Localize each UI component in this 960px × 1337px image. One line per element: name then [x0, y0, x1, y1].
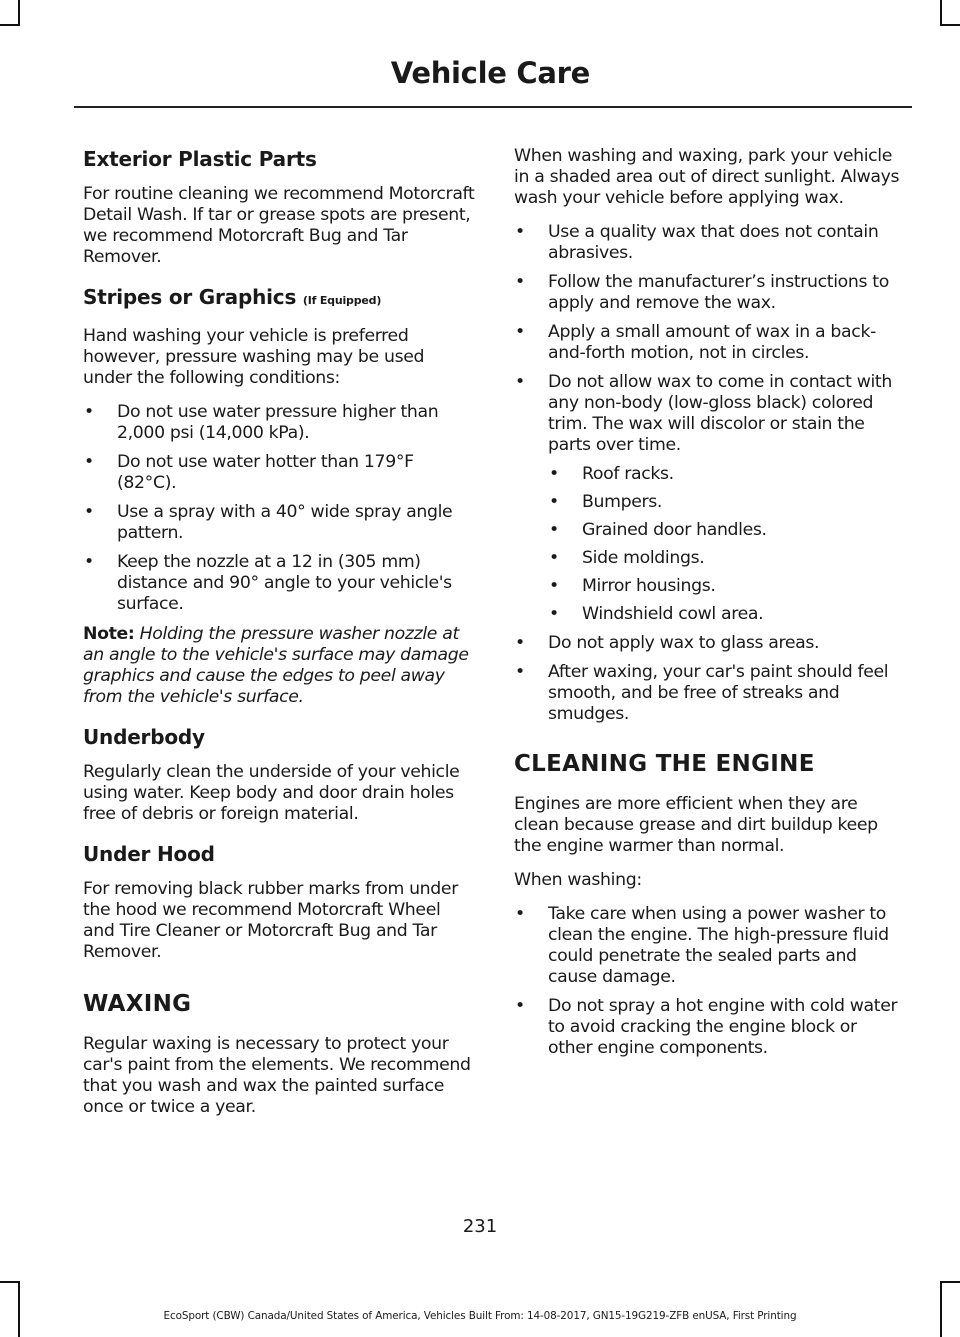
trim-list	[548, 464, 906, 625]
crop-mark-top-right-h	[940, 24, 960, 26]
list-item: • Roof racks.	[548, 464, 906, 485]
stripes-note	[83, 624, 475, 708]
underbody-heading: Underbody	[83, 725, 205, 749]
header-divider	[74, 106, 912, 108]
crop-mark-top-left-v	[18, 0, 20, 26]
crop-mark-top-left-h	[0, 24, 20, 26]
exterior-plastic-section	[83, 146, 475, 268]
cleaning-engine-section	[514, 749, 906, 1059]
crop-mark-bottom-left-h	[0, 1281, 20, 1283]
waxing-body: Regular waxing is necessary to protect your car's paint from the elements. We recommend that you wash and wax the painted surface once or twice a year.	[83, 1034, 471, 1117]
exterior-plastic-body: For routine cleaning we recommend Motorcraft Detail Wash. If tar or grease spots are present, we recommend Motorcraft Bug and Tar Remover.	[83, 184, 475, 267]
list-item: • Mirror housings.	[548, 576, 906, 597]
pressure-wash-list	[83, 402, 475, 615]
left-column	[83, 146, 475, 1131]
list-item: • Take care when using a power washer to clean the engine. The high-pressure fluid could penetrate the sealed parts and cause damage.	[514, 904, 906, 988]
stripes-intro: Hand washing your vehicle is preferred however, pressure washing may be used under the following conditions:	[83, 326, 425, 388]
underhood-section	[83, 841, 475, 963]
list-item: • Side moldings.	[548, 548, 906, 569]
list-item: • Keep the nozzle at a 12 in (305 mm) distance and 90° angle to your vehicle's surface.	[83, 552, 475, 615]
underbody-body: Regularly clean the underside of your vehicle using water. Keep body and door drain holes free of debris or foreign material.	[83, 762, 460, 824]
stripes-graphics-title: Stripes or Graphics	[83, 285, 297, 309]
list-item: • Do not use water hotter than 179°F (82°C).	[83, 452, 475, 494]
note-label: Note:	[83, 624, 135, 644]
cleaning-engine-heading: CLEANING THE ENGINE	[514, 751, 815, 777]
engine-wash-list	[514, 904, 906, 1059]
list-item: • After waxing, your car's paint should feel smooth, and be free of streaks and smudges.	[514, 662, 906, 725]
cleaning-engine-body: Engines are more efficient when they are clean because grease and dirt buildup keep the engine warmer than normal.	[514, 794, 878, 856]
waxing-heading: WAXING	[83, 991, 192, 1017]
page-title: Vehicle Care	[390, 56, 590, 90]
underbody-section	[83, 724, 475, 825]
wax-list	[514, 222, 906, 725]
list-item: • Do not apply wax to glass areas.	[514, 633, 906, 654]
stripes-graphics-heading	[83, 284, 475, 314]
when-washing-label: When washing:	[514, 870, 642, 890]
list-item: • Do not spray a hot engine with cold water to avoid cracking the engine block or other engine components.	[514, 996, 906, 1059]
page-number: 231	[462, 1216, 498, 1237]
note-text: Holding the pressure washer nozzle at an angle to the vehicle's surface may damage graphics and cause the edges to peel away from the vehicle's surface.	[83, 624, 469, 707]
list-item: • Grained door handles.	[548, 520, 906, 541]
underhood-heading: Under Hood	[83, 842, 215, 866]
exterior-plastic-heading: Exterior Plastic Parts	[83, 147, 317, 171]
waxing-intro: When washing and waxing, park your vehicle in a shaded area out of direct sunlight. Always wash your vehicle before applying wax.	[514, 146, 900, 208]
list-item: • Bumpers.	[548, 492, 906, 513]
list-item-text: Do not allow wax to come in contact with any non-body (low-gloss black) colored trim. The wax will discolor or stain the parts over time.	[548, 372, 892, 455]
footer-text: EcoSport (CBW) Canada/United States of America, Vehicles Built From: 14-08-2017, GN15-19G219-ZFB enUSA, First Printing	[163, 1310, 797, 1322]
list-item: • Apply a small amount of wax in a back-and-forth motion, not in circles.	[514, 322, 906, 364]
underhood-body: For removing black rubber marks from under the hood we recommend Motorcraft Wheel and Tire Cleaner or Motorcraft Bug and Tar Remover.	[83, 879, 458, 962]
crop-mark-top-right-v	[940, 0, 942, 26]
list-item: • Use a quality wax that does not contain abrasives.	[514, 222, 906, 264]
right-column	[514, 146, 906, 1072]
stripes-graphics-section	[83, 284, 475, 708]
list-item: • Use a spray with a 40° wide spray angle pattern.	[83, 502, 475, 544]
waxing-section	[83, 989, 475, 1118]
list-item: • Windshield cowl area.	[548, 604, 906, 625]
list-item	[514, 372, 906, 625]
stripes-graphics-equipped: (If Equipped)	[302, 294, 382, 307]
crop-mark-bottom-right-v	[940, 1281, 942, 1337]
list-item: • Follow the manufacturer’s instructions to apply and remove the wax.	[514, 272, 906, 314]
crop-mark-bottom-left-v	[18, 1281, 20, 1337]
crop-mark-bottom-right-h	[940, 1281, 960, 1283]
list-item: • Do not use water pressure higher than 2,000 psi (14,000 kPa).	[83, 402, 475, 444]
